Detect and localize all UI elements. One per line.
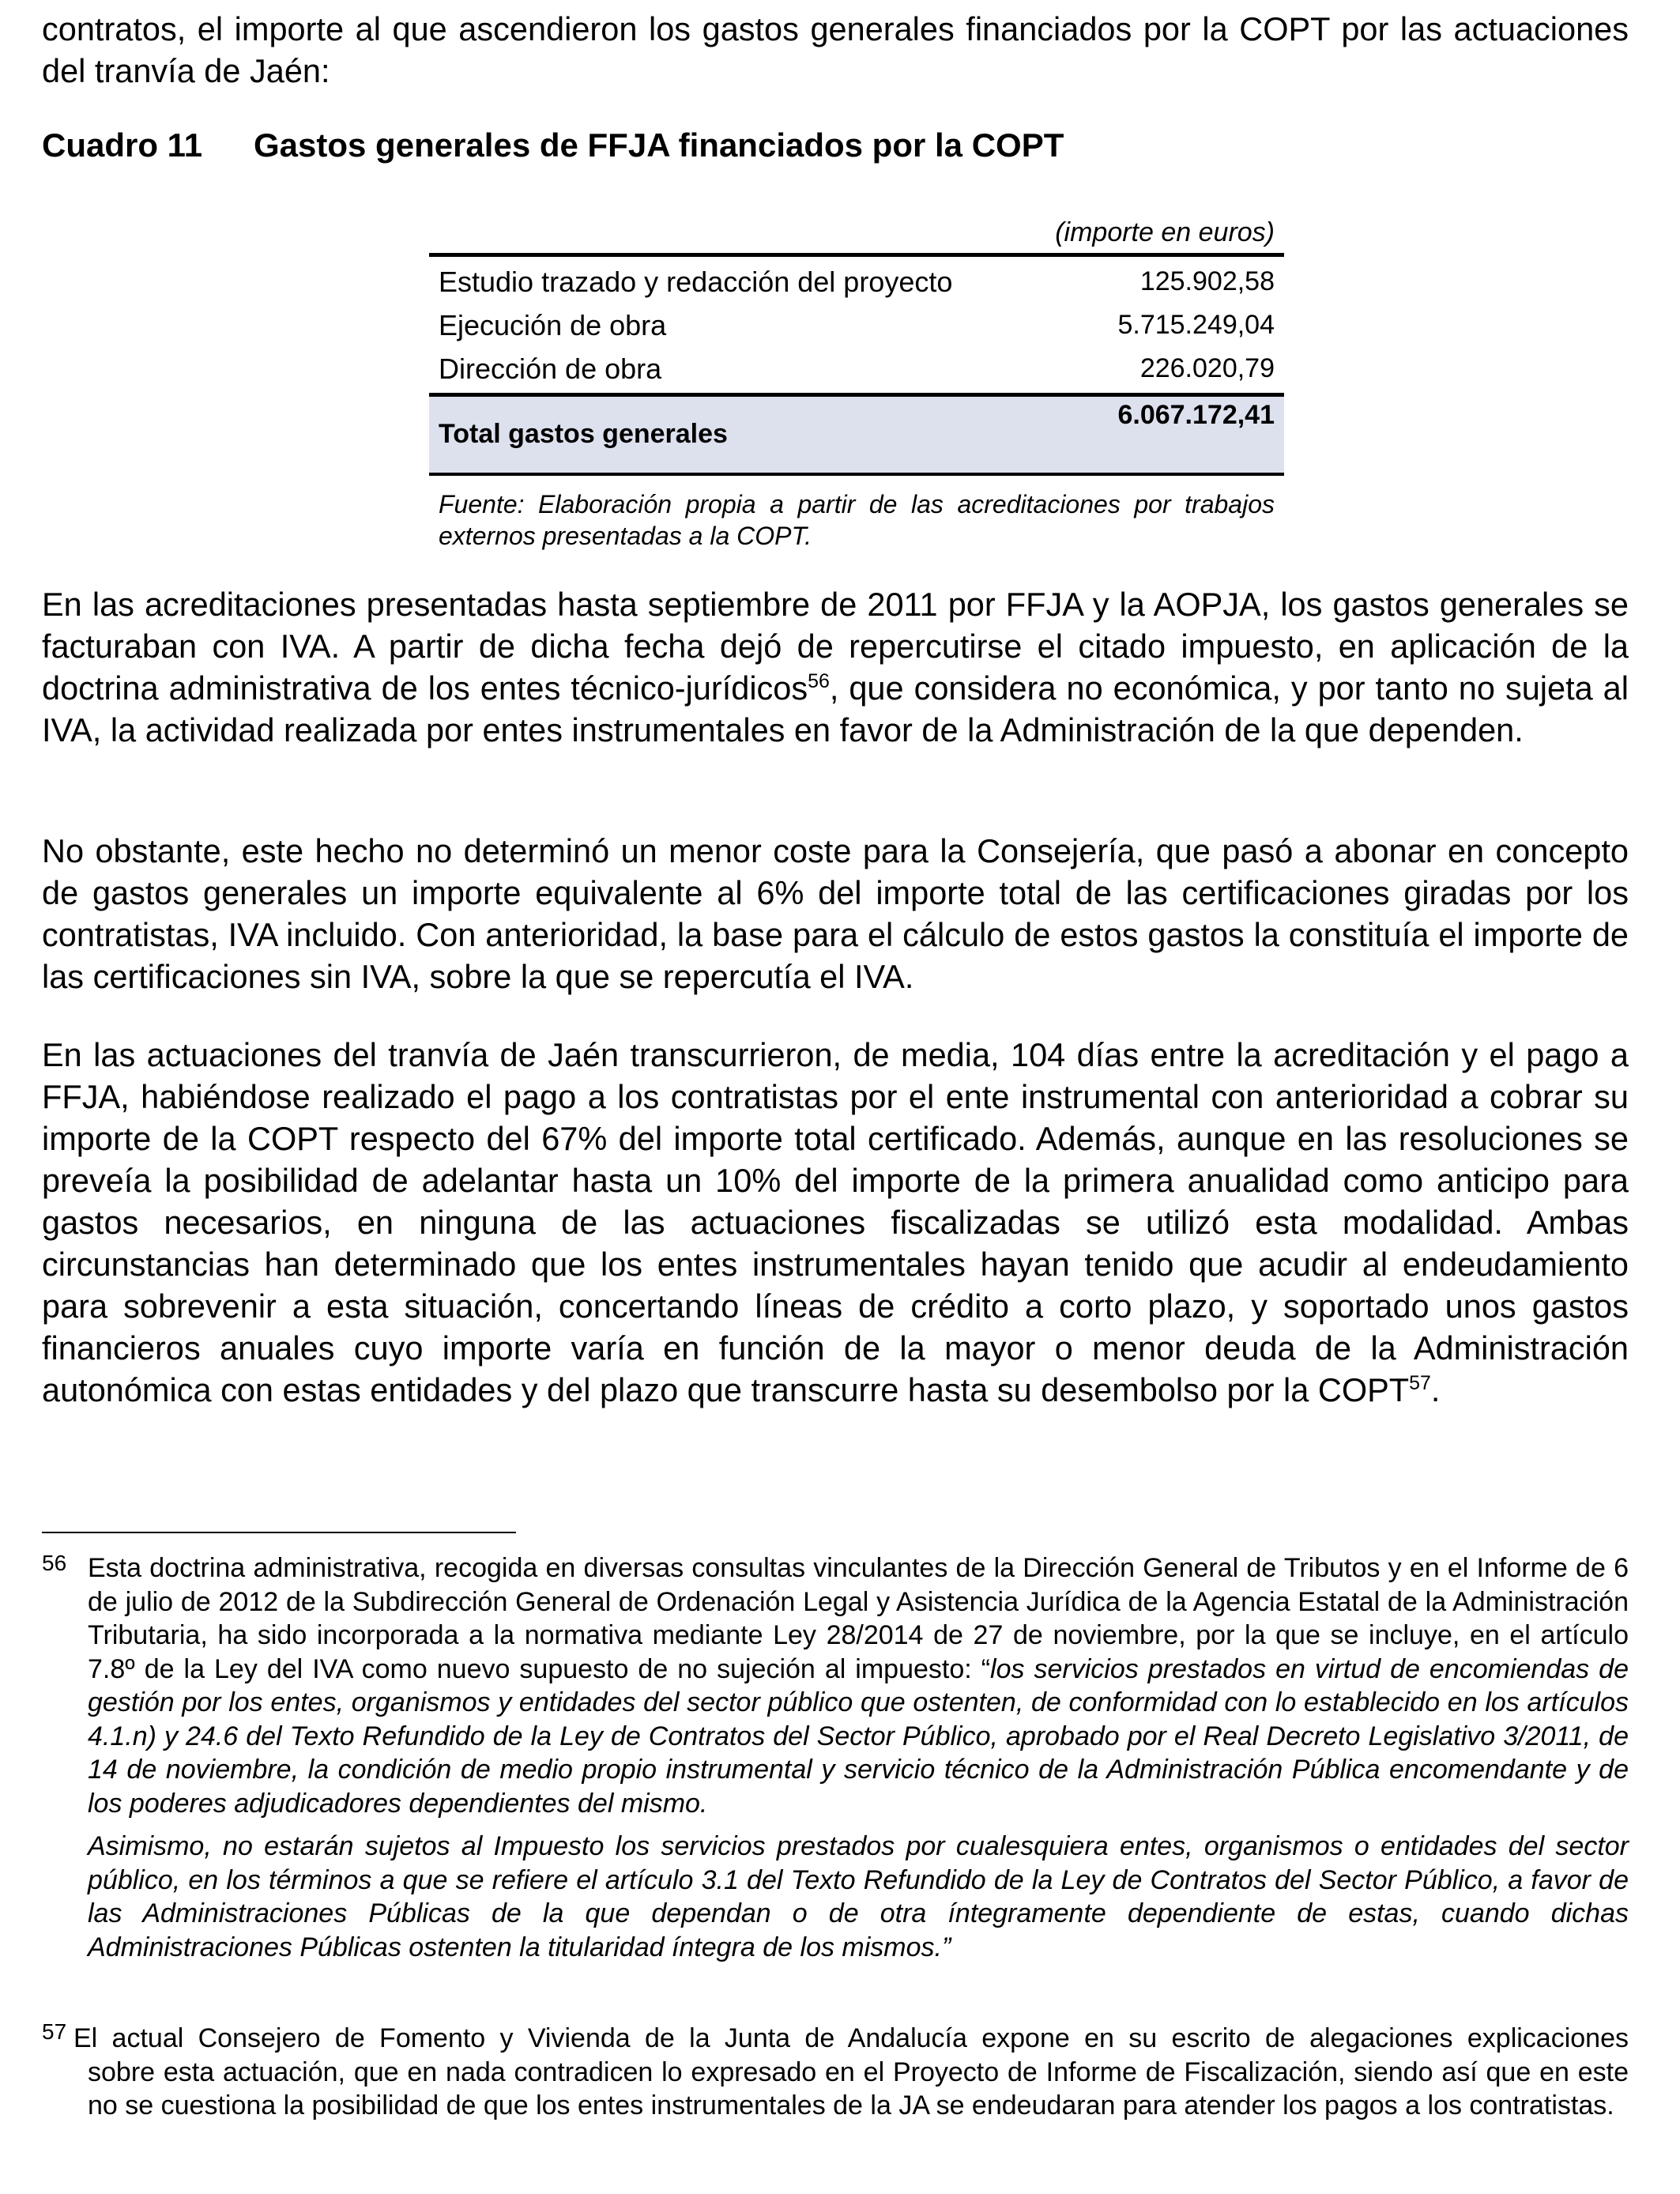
body-paragraph-1 [42,583,1629,751]
row-value: 125.902,58 [1139,266,1275,296]
expenses-table [429,212,1284,552]
footnote-text: Esta doctrina administrativa, recogida en diversas consultas vinculantes de la Dirección General de Tributos y en el Informe de 6 de julio de 2012 de la Subdirección General de Ordenación Legal y Asistencia Jurídica de la Agencia Estatal de la Administración Tributaria, ha sido incorporada a la normativa mediante Ley 28/2014 de 27 de noviembre, por la que se incluye, en el artículo 7.8º de la Ley del IVA como nuevo supuesto de no sujeción al impuesto: “ [88,1553,1629,1684]
footnote-quote: los servicios prestados en virtud de encomiendas de gestión por los entes, organismos y entidades del sector público que ostenten, de conformidad con lo establecido en los artículos 4.1.n) y 24.6 del Texto Refundido de la Ley de Contratos del Sector Público, aprobado por el Real Decreto Legislativo 3/2011, de 14 de noviembre, la condición de medio propio instrumental y servicio técnico de la Administración Pública encomendante y de los poderes adjudicadores dependientes del mismo. [88,1653,1629,1819]
table-row [429,260,1284,303]
table-number: Cuadro 11 [42,126,203,164]
footnote-separator [42,1532,516,1533]
total-value: 6.067.172,41 [1117,400,1275,430]
row-label: Ejecución de obra [439,308,667,341]
total-label: Total gastos generales [439,419,728,449]
footnote-paragraph: Asimismo, no estarán sujetos al Impuesto los servicios prestados por cualesquiera entes, organismos o entidades del sector público, en los términos a que se refiere el artículo 3.1 del Texto Refundido de la Ley de Contratos del Sector Público, a favor de las Administraciones Públicas de la que dependan o de otra íntegramente dependiente de estas, cuando dichas Administraciones Públicas ostenten la titularidad íntegra de los mismos.” [88,1831,1629,1962]
paragraph-text: En las acreditaciones presentadas hasta septiembre de 2011 por FFJA y la AOPJA, los gastos generales se facturaban con IVA. A partir de dicha fecha dejó de repercutirse el citado impuesto, en aplicación de la doctrina administrativa de los entes técnico-jurídicos [42,586,1629,707]
row-value: 226.020,79 [1139,353,1275,383]
paragraph-text: En las actuaciones del tranvía de Jaén transcurrieron, de media, 104 días entre la acreditación y el pago a FFJA, habiéndose realizado el pago a los contratistas por el ente instrumental con anterioridad a cobrar su importe de la COPT respecto del 67% del importe total certificado. Además, aunque en las resoluciones se preveía la posibilidad de adelantar hasta un 10% del importe de la primera anualidad como anticipo para gastos necesarios, en ninguna de las actuaciones fiscalizadas se utilizó esta modalidad. Ambas circunstancias han determinado que los entes instrumentales hayan tenido que acudir al endeudamiento para sobrevenir a esta situación, concertando líneas de crédito a corto plazo, y soportado unos gastos financieros anuales cuyo importe varía en función de la mayor o menor deuda de la Administración autonómica con estas entidades y del plazo que transcurre hasta su desembolso por la COPT [42,1036,1629,1408]
table-total-row [429,393,1284,476]
intro-paragraph: contratos, el importe al que ascendieron los gastos generales financiados por la COPT por las actuaciones del tranvía de Jaén: [42,10,1629,89]
table-row [429,303,1284,347]
row-label: Dirección de obra [439,352,662,385]
footnote-number: 56 [42,1551,67,1575]
footnote-ref-57[interactable]: 57 [1409,1372,1431,1395]
body-paragraph-3 [42,1034,1629,1411]
footnote-57 [42,2019,1629,2123]
paragraph-text: . [1430,1371,1441,1408]
table-caption: Gastos generales de FFJA financiados por la COPT [254,126,1064,164]
footnote-56 [42,1551,1629,1964]
footnote-text: El actual Consejero de Fomento y Vivienda de la Junta de Andalucía expone en su escrito de alegaciones explicaciones [73,2023,1629,2053]
body-paragraph-2: No obstante, este hecho no determinó un menor coste para la Consejería, que pasó a abonar en concepto de gastos generales un importe equivalente al 6% del importe total de las certificaciones giradas por los contratistas, IVA incluido. Con anterioridad, la base para el cálculo de estos gastos la constituía el importe de las certificaciones sin IVA, sobre la que se repercutía el IVA. [42,832,1629,995]
footnote-body [88,1551,1629,1964]
footnote-body [42,2022,1629,2123]
table-title [42,126,1064,164]
table-units: (importe en euros) [429,212,1284,257]
footnote-text: sobre esta actuación, que en nada contradicen lo expresado en el Proyecto de Informe de Fiscalización, siendo así que en este no se cuestiona la posibilidad de que los entes instrumentales de la JA se endeudaran para atender los pagos a los contratistas. [88,2056,1629,2120]
table-row [429,347,1284,390]
table-source-note: Fuente: Elaboración propia a partir de las acreditaciones por trabajos externos presentadas a la COPT. [439,490,1275,550]
row-value: 5.715.249,04 [1117,310,1275,340]
footnote-number: 57 [42,2019,67,2044]
row-label: Estudio trazado y redacción del proyecto [439,265,953,298]
footnote-paragraph [88,1551,1629,1820]
footnote-ref-56[interactable]: 56 [808,670,830,693]
paragraph-text: , que considera no económica, y por tanto no sujeta al IVA, la actividad realizada por entes instrumentales en favor de la Administración de la que dependen. [42,669,1629,748]
